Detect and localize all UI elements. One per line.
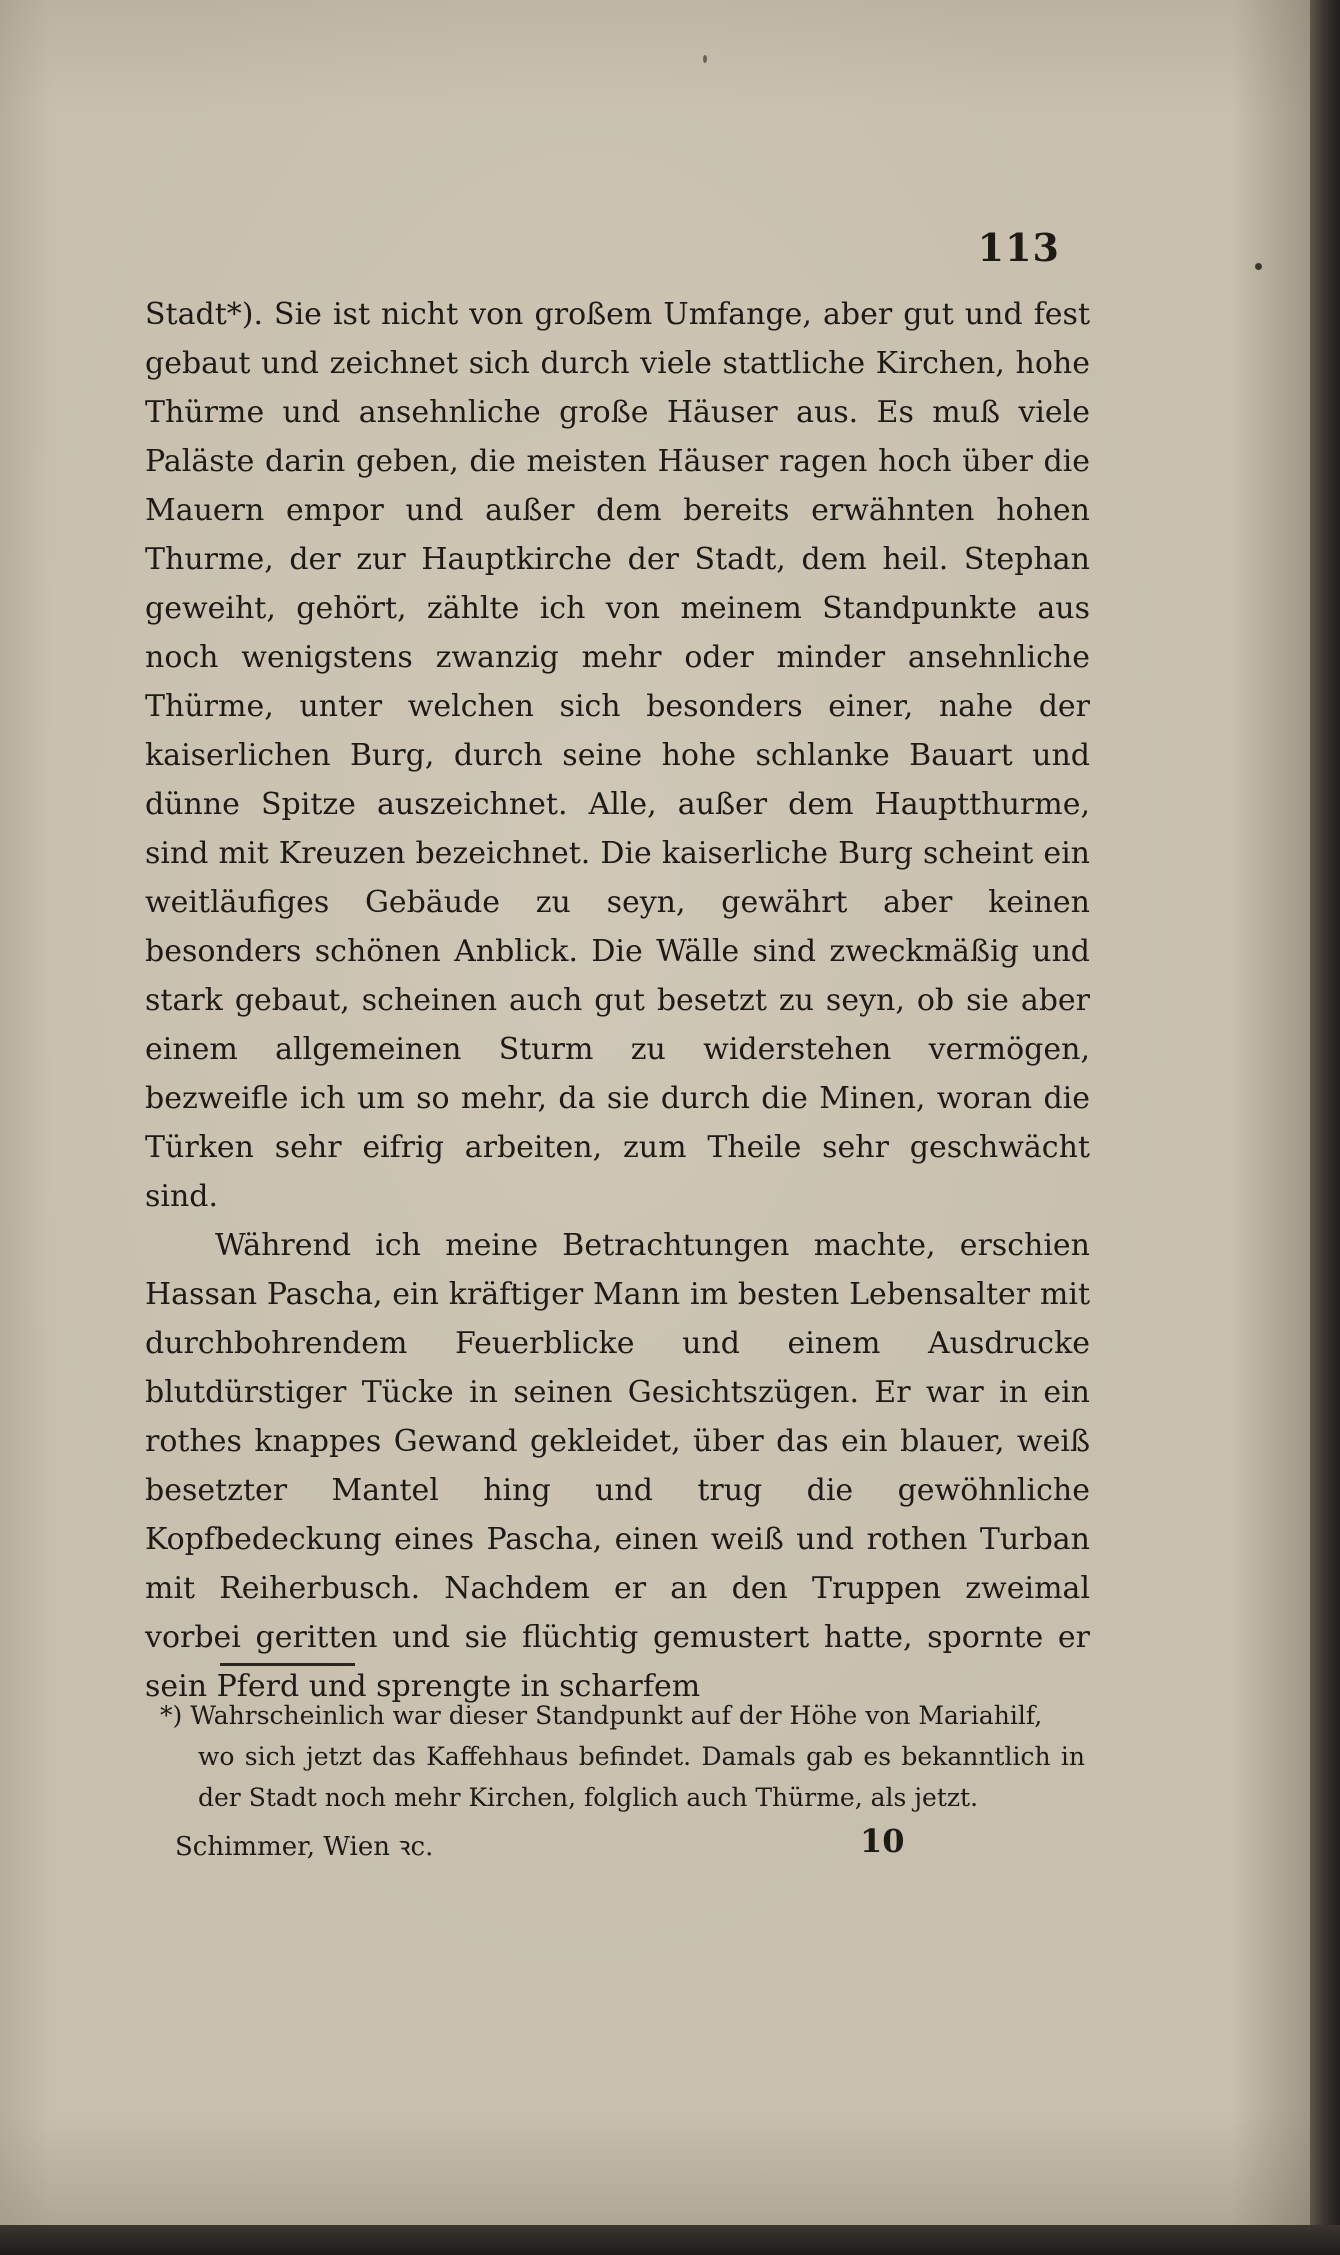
page-number: 113 (977, 225, 1060, 270)
footnote-rest: wo sich jetzt das Kaffehhaus befindet. Damals gab es bekanntlich in der Stadt noch mehr Kirchen, folglich auch Thürme, als jetzt. (198, 1742, 1085, 1812)
bottom-edge-shadow (0, 2225, 1340, 2255)
footnote-marker: *) (160, 1701, 183, 1730)
page-edge-shadow (1310, 0, 1340, 2255)
paragraph-2: Während ich meine Betrachtungen machte, erschien Hassan Pascha, ein kräftiger Mann im besten Lebensalter mit durchbohrendem Feuerblicke und einem Ausdrucke blutdürstiger Tücke in seinen Gesichtszügen. Er war in ein rothes knappes Gewand gekleidet, über das ein blauer, weiß besetzter Mantel hing und trug die gewöhnliche Kopfbedeckung eines Pascha, einen weiß und rothen Turban mit Reiherbusch. Nachdem er an den Truppen zweimal vorbei geritten und sie flüchtig gemustert hatte, spornte er sein Pferd und sprengte in scharfem (145, 1228, 1090, 1704)
printer-signature: Schimmer, Wien ꝛc. (175, 1832, 434, 1862)
paper-speck (1255, 263, 1262, 270)
paper-speck (703, 55, 707, 63)
main-text (145, 290, 1090, 1711)
sheet-number: 10 (860, 1822, 905, 1860)
footnote-first-text: Wahrscheinlich war dieser Standpunkt auf der Höhe von Mariahilf, (190, 1701, 1043, 1730)
footnote-first-line (160, 1695, 1085, 1736)
paragraph-1: Stadt*). Sie ist nicht von großem Umfange, aber gut und fest gebaut und zeichnet sich durch viele stattliche Kirchen, hohe Thürme und ansehnliche große Häuser aus. Es muß viele Paläste darin geben, die meisten Häuser ragen hoch über die Mauern empor und außer dem bereits erwähnten hohen Thurme, der zur Hauptkirche der Stadt, dem heil. Stephan geweiht, gehört, zählte ich von meinem Standpunkte aus noch wenigstens zwanzig mehr oder minder ansehnliche Thürme, unter welchen sich besonders einer, nahe der kaiserlichen Burg, durch seine hohe schlanke Bauart und dünne Spitze auszeichnet. Alle, außer dem Hauptthurme, sind mit Kreuzen bezeichnet. Die kaiserliche Burg scheint ein weitläufiges Gebäude zu seyn, gewährt aber keinen besonders schönen Anblick. Die Wälle sind zweckmäßig und stark gebaut, scheinen auch gut besetzt zu seyn, ob sie aber einem allgemeinen Sturm zu widerstehen vermögen, bezweifle ich um so mehr, da sie durch die Minen, woran die Türken sehr eifrig arbeiten, zum Theile sehr geschwächt sind. (145, 297, 1090, 1214)
footnote-rule (220, 1663, 355, 1666)
footnote (160, 1695, 1085, 1818)
